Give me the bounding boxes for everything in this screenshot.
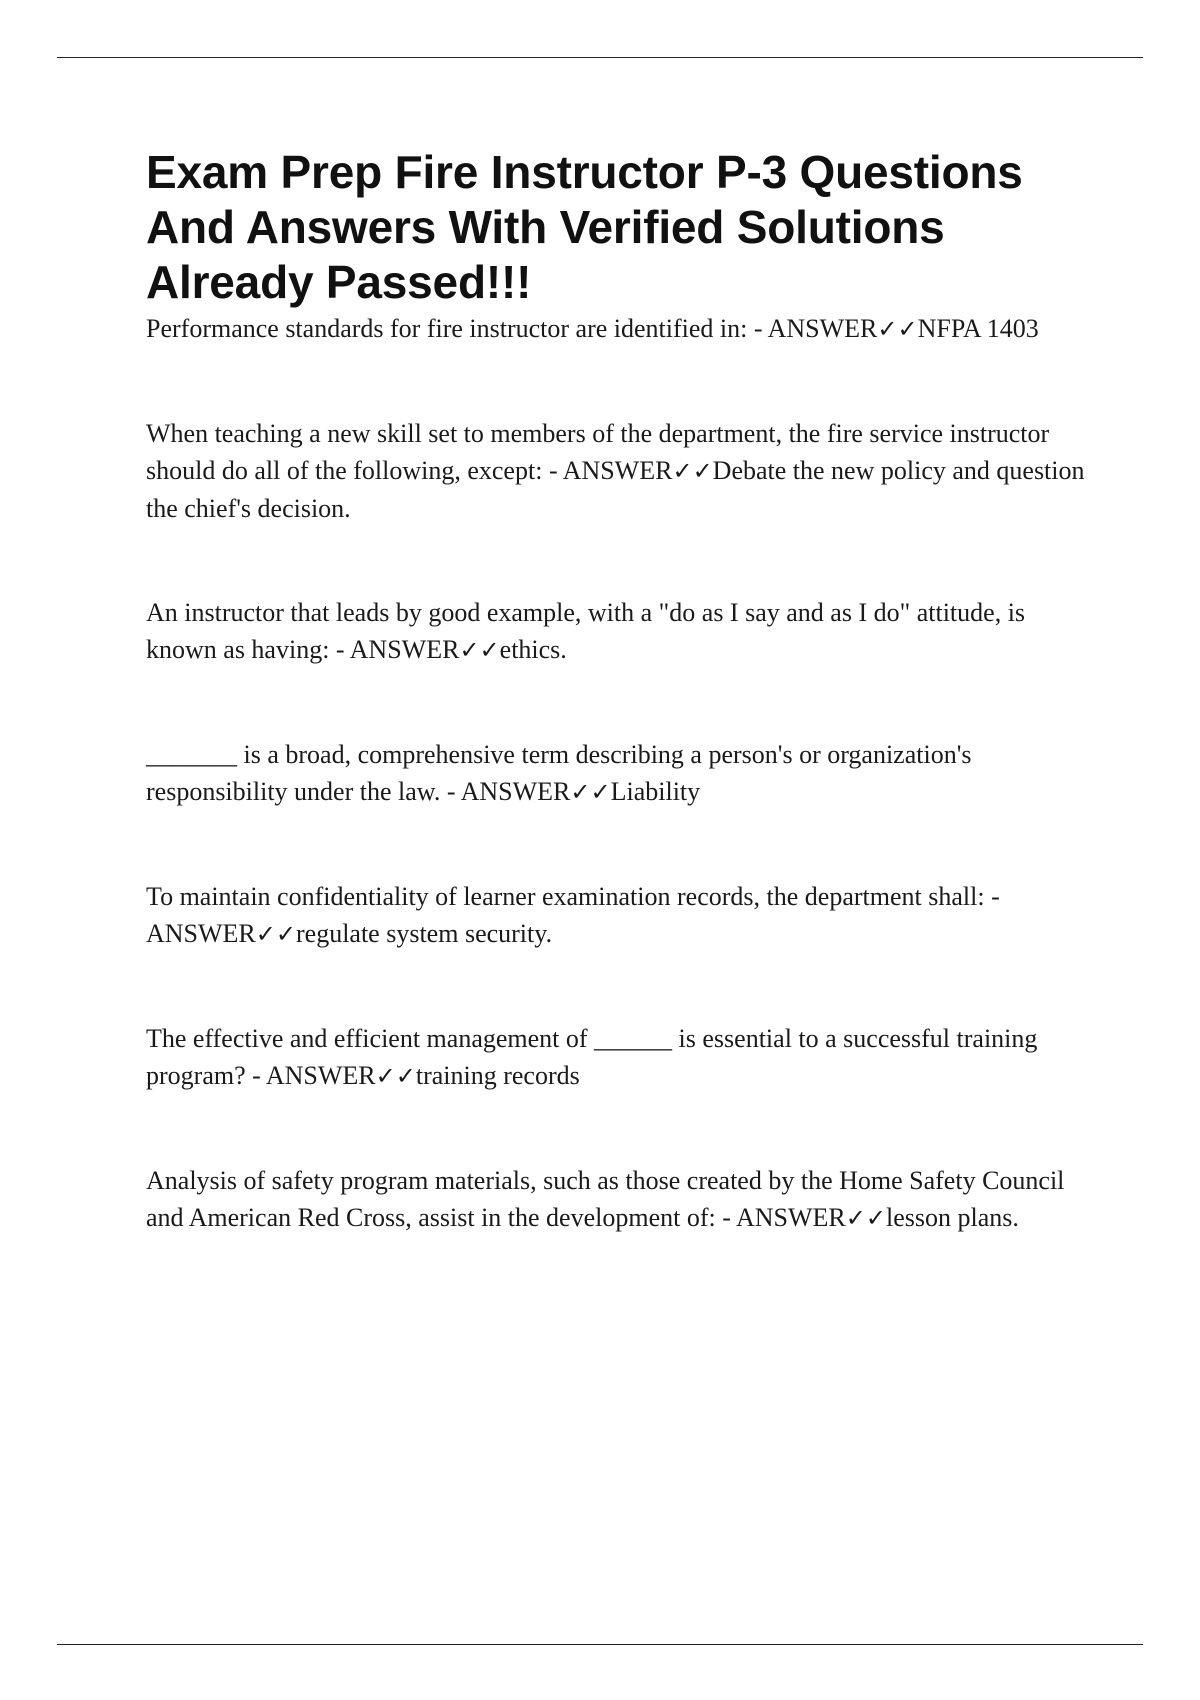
- answer-text: Debate the new policy and question the chief's decision.: [146, 456, 1085, 523]
- qa-item: [146, 594, 1086, 669]
- top-rule: [57, 57, 1143, 58]
- answer-text: regulate system security.: [296, 919, 553, 948]
- answer-text: NFPA 1403: [917, 314, 1039, 343]
- separator: -: [715, 1203, 736, 1232]
- double-check-icon: ✓✓: [255, 920, 296, 948]
- separator: -: [542, 456, 563, 485]
- question-text: To maintain confidentiality of learner examination records, the department shall:: [146, 882, 985, 911]
- document-content: [146, 145, 1086, 1237]
- qa-item: [146, 310, 1086, 348]
- qa-item: [146, 415, 1086, 527]
- question-text: An instructor that leads by good example, with a "do as I say and as I do" attitude, is known as having:: [146, 598, 1026, 664]
- double-check-icon: ✓✓: [459, 636, 500, 664]
- answer-label: ANSWER: [460, 777, 571, 806]
- answer-label: ANSWER: [349, 635, 460, 664]
- answer-text: lesson plans.: [885, 1203, 1019, 1232]
- question-text: When teaching a new skill set to members of the department, the fire service instructor should do all of the following, except:: [146, 419, 1050, 485]
- answer-text: training records: [415, 1061, 580, 1090]
- separator: -: [245, 1061, 266, 1090]
- bottom-rule: [57, 1644, 1143, 1645]
- separator: -: [329, 635, 350, 664]
- qa-item: [146, 736, 1086, 811]
- separator: -: [747, 314, 768, 343]
- double-check-icon: ✓✓: [845, 1204, 886, 1232]
- answer-label: ANSWER: [735, 1203, 846, 1232]
- question-text: Analysis of safety program materials, such as those created by the Home Safety Council and American Red Cross, assist in the development of:: [146, 1166, 1065, 1232]
- question-text: _______ is a broad, comprehensive term describing a person's or organization's responsibility under the law.: [146, 740, 972, 806]
- question-text: The effective and efficient management of ______ is essential to a successful training program?: [146, 1024, 1038, 1090]
- document-title: Exam Prep Fire Instructor P-3 Questions And Answers With Verified Solutions Already Passed!!!: [146, 146, 1023, 308]
- double-check-icon: ✓✓: [375, 1062, 416, 1090]
- double-check-icon: ✓✓: [570, 778, 611, 806]
- separator: -: [440, 777, 461, 806]
- answer-text: Liability: [610, 777, 701, 806]
- answer-label: ANSWER: [767, 314, 878, 343]
- double-check-icon: ✓✓: [672, 457, 713, 485]
- qa-item: [146, 1162, 1086, 1237]
- separator: -: [984, 882, 1000, 911]
- qa-item: [146, 878, 1086, 953]
- double-check-icon: ✓✓: [877, 315, 918, 343]
- answer-label: ANSWER: [265, 1061, 376, 1090]
- answer-text: ethics.: [499, 635, 567, 664]
- answer-label: ANSWER: [146, 919, 256, 948]
- question-text: Performance standards for fire instructor are identified in:: [146, 314, 748, 343]
- qa-item: [146, 1020, 1086, 1095]
- answer-label: ANSWER: [562, 456, 673, 485]
